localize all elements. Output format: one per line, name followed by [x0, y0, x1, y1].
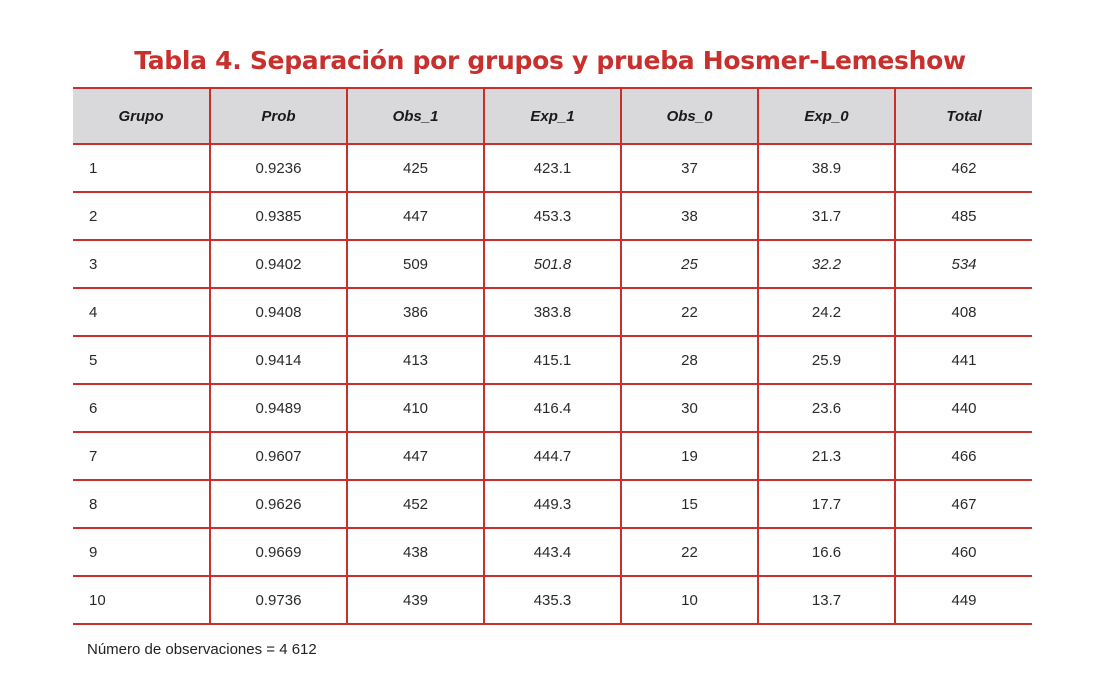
- cell-total: 466: [895, 432, 1032, 480]
- cell-exp1: 435.3: [484, 576, 621, 624]
- table-title: Tabla 4. Separación por grupos y prueba Hosmer-Lemeshow: [134, 46, 966, 75]
- cell-exp0: 32.2: [758, 240, 895, 288]
- cell-total: 408: [895, 288, 1032, 336]
- cell-obs0: 22: [621, 528, 758, 576]
- table-row: [73, 432, 1032, 480]
- cell-exp1: 443.4: [484, 528, 621, 576]
- cell-exp0: 25.9: [758, 336, 895, 384]
- cell-prob: 0.9236: [210, 144, 347, 192]
- cell-obs1: 425: [347, 144, 484, 192]
- cell-prob: 0.9402: [210, 240, 347, 288]
- cell-prob: 0.9489: [210, 384, 347, 432]
- cell-obs0: 28: [621, 336, 758, 384]
- cell-exp1: 501.8: [484, 240, 621, 288]
- cell-obs0: 38: [621, 192, 758, 240]
- cell-exp0: 16.6: [758, 528, 895, 576]
- cell-obs0: 19: [621, 432, 758, 480]
- cell-total: 485: [895, 192, 1032, 240]
- cell-exp0: 23.6: [758, 384, 895, 432]
- observations-footnote: Número de observaciones = 4 612: [87, 641, 317, 658]
- cell-exp0: 38.9: [758, 144, 895, 192]
- cell-total: 534: [895, 240, 1032, 288]
- table-row: [73, 480, 1032, 528]
- cell-prob: 0.9385: [210, 192, 347, 240]
- cell-grupo: 5: [73, 336, 210, 384]
- cell-prob: 0.9736: [210, 576, 347, 624]
- cell-total: 441: [895, 336, 1032, 384]
- cell-exp0: 24.2: [758, 288, 895, 336]
- cell-grupo: 2: [73, 192, 210, 240]
- table-row: [73, 576, 1032, 624]
- cell-obs1: 447: [347, 192, 484, 240]
- cell-obs1: 509: [347, 240, 484, 288]
- header-row: [73, 88, 1032, 144]
- cell-exp1: 383.8: [484, 288, 621, 336]
- table-row: [73, 336, 1032, 384]
- cell-obs0: 15: [621, 480, 758, 528]
- cell-grupo: 1: [73, 144, 210, 192]
- cell-prob: 0.9607: [210, 432, 347, 480]
- table-row: [73, 240, 1032, 288]
- cell-exp0: 31.7: [758, 192, 895, 240]
- cell-obs0: 30: [621, 384, 758, 432]
- cell-obs1: 447: [347, 432, 484, 480]
- cell-exp1: 453.3: [484, 192, 621, 240]
- cell-obs1: 413: [347, 336, 484, 384]
- cell-exp1: 423.1: [484, 144, 621, 192]
- cell-grupo: 10: [73, 576, 210, 624]
- column-header-obs0: Obs_0: [621, 88, 758, 144]
- cell-total: 467: [895, 480, 1032, 528]
- cell-obs1: 452: [347, 480, 484, 528]
- cell-grupo: 7: [73, 432, 210, 480]
- cell-prob: 0.9626: [210, 480, 347, 528]
- cell-total: 440: [895, 384, 1032, 432]
- table-row: [73, 384, 1032, 432]
- table-row: [73, 288, 1032, 336]
- cell-total: 462: [895, 144, 1032, 192]
- cell-exp0: 13.7: [758, 576, 895, 624]
- column-header-prob: Prob: [210, 88, 347, 144]
- column-header-total: Total: [895, 88, 1032, 144]
- column-header-exp0: Exp_0: [758, 88, 895, 144]
- cell-grupo: 8: [73, 480, 210, 528]
- table-row: [73, 144, 1032, 192]
- cell-exp0: 17.7: [758, 480, 895, 528]
- cell-grupo: 9: [73, 528, 210, 576]
- cell-exp0: 21.3: [758, 432, 895, 480]
- cell-prob: 0.9408: [210, 288, 347, 336]
- table-row: [73, 528, 1032, 576]
- cell-obs0: 10: [621, 576, 758, 624]
- cell-exp1: 449.3: [484, 480, 621, 528]
- cell-grupo: 3: [73, 240, 210, 288]
- cell-obs1: 410: [347, 384, 484, 432]
- cell-obs1: 439: [347, 576, 484, 624]
- cell-grupo: 6: [73, 384, 210, 432]
- cell-obs1: 386: [347, 288, 484, 336]
- cell-exp1: 416.4: [484, 384, 621, 432]
- cell-exp1: 444.7: [484, 432, 621, 480]
- column-header-grupo: Grupo: [73, 88, 210, 144]
- column-header-obs1: Obs_1: [347, 88, 484, 144]
- column-header-exp1: Exp_1: [484, 88, 621, 144]
- cell-total: 460: [895, 528, 1032, 576]
- cell-total: 449: [895, 576, 1032, 624]
- cell-obs1: 438: [347, 528, 484, 576]
- cell-prob: 0.9414: [210, 336, 347, 384]
- cell-exp1: 415.1: [484, 336, 621, 384]
- cell-grupo: 4: [73, 288, 210, 336]
- cell-prob: 0.9669: [210, 528, 347, 576]
- cell-obs0: 25: [621, 240, 758, 288]
- cell-obs0: 37: [621, 144, 758, 192]
- cell-obs0: 22: [621, 288, 758, 336]
- hosmer-lemeshow-table: [73, 87, 1032, 625]
- table-row: [73, 192, 1032, 240]
